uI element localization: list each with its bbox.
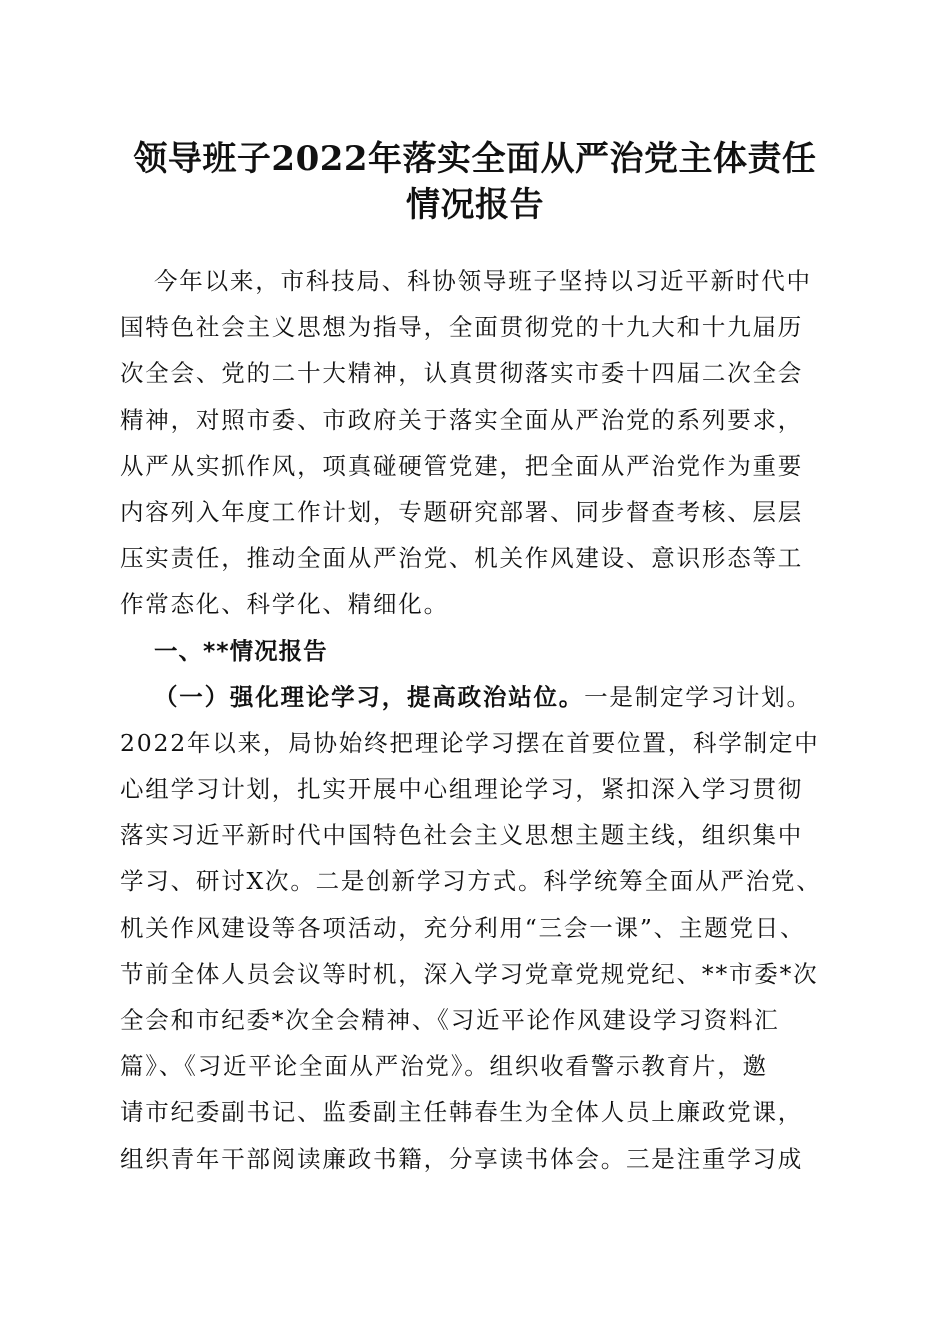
paragraph-line: 压实责任，推动全面从严治党、机关作风建设、意识形态等工 [120,544,804,573]
paragraph-line: 机关作风建设等各项活动，充分利用“三会一课”、主题党日、 [120,913,806,942]
paragraph-line: 2022年以来，局协始终把理论学习摆在首要位置，科学制定中 [120,728,820,757]
paragraph-line: 今年以来，市科技局、科协领导班子坚持以习近平新时代中 [154,267,812,295]
document-title-line-1: 领导班子2022年落实全面从严治党主体责任 [133,139,817,179]
section-heading: 一、**情况报告 [154,636,328,665]
paragraph-line: 落实习近平新时代中国特色社会主义思想主题主线，组织集中 [120,821,804,850]
paragraph-line: 组织青年干部阅读廉政书籍，分享读书体会。三是注重学习成 [120,1144,804,1173]
paragraph-line: 全会和市纪委*次全会精神、《习近平论作风建设学习资料汇 [120,1006,780,1034]
paragraph-line: 篇》、《习近平论全面从严治党》。组织收看警示教育片，邀 [120,1052,768,1081]
subsection-first-line-rest: 一是制定学习计划。 [584,682,812,711]
document-title-line-2: 情况报告 [406,185,544,225]
paragraph-line: 节前全体人员会议等时机，深入学习党章党规党纪、**市委*次 [120,959,819,988]
subsection-first-line [120,674,840,720]
paragraph-line: 请市纪委副书记、监委副主任韩春生为全体人员上廉政党课， [120,1098,804,1127]
paragraph-line: 从严从实抓作风，项真碰硬管党建，把全面从严治党作为重要 [120,451,804,480]
paragraph-line: 次全会、党的二十大精神，认真贯彻落实市委十四届二次全会 [120,359,804,388]
document-body [120,258,840,1182]
paragraph-line: 学习、研讨X次。二是创新学习方式。科学统筹全面从严治党、 [120,867,822,896]
subsection-heading: （一）强化理论学习，提高政治站位。 [154,682,585,711]
paragraph-line: 作常态化、科学化、精细化。 [120,590,449,619]
paragraph-line: 精神，对照市委、市政府关于落实全面从严治党的系列要求， [120,405,804,434]
paragraph-line: 内容列入年度工作计划，专题研究部署、同步督查考核、层层 [120,497,804,526]
paragraph-line: 心组学习计划，扎实开展中心组理论学习，紧扣深入学习贯彻 [120,775,804,804]
paragraph-line: 国特色社会主义思想为指导，全面贯彻党的十九大和十九届历 [120,313,804,342]
